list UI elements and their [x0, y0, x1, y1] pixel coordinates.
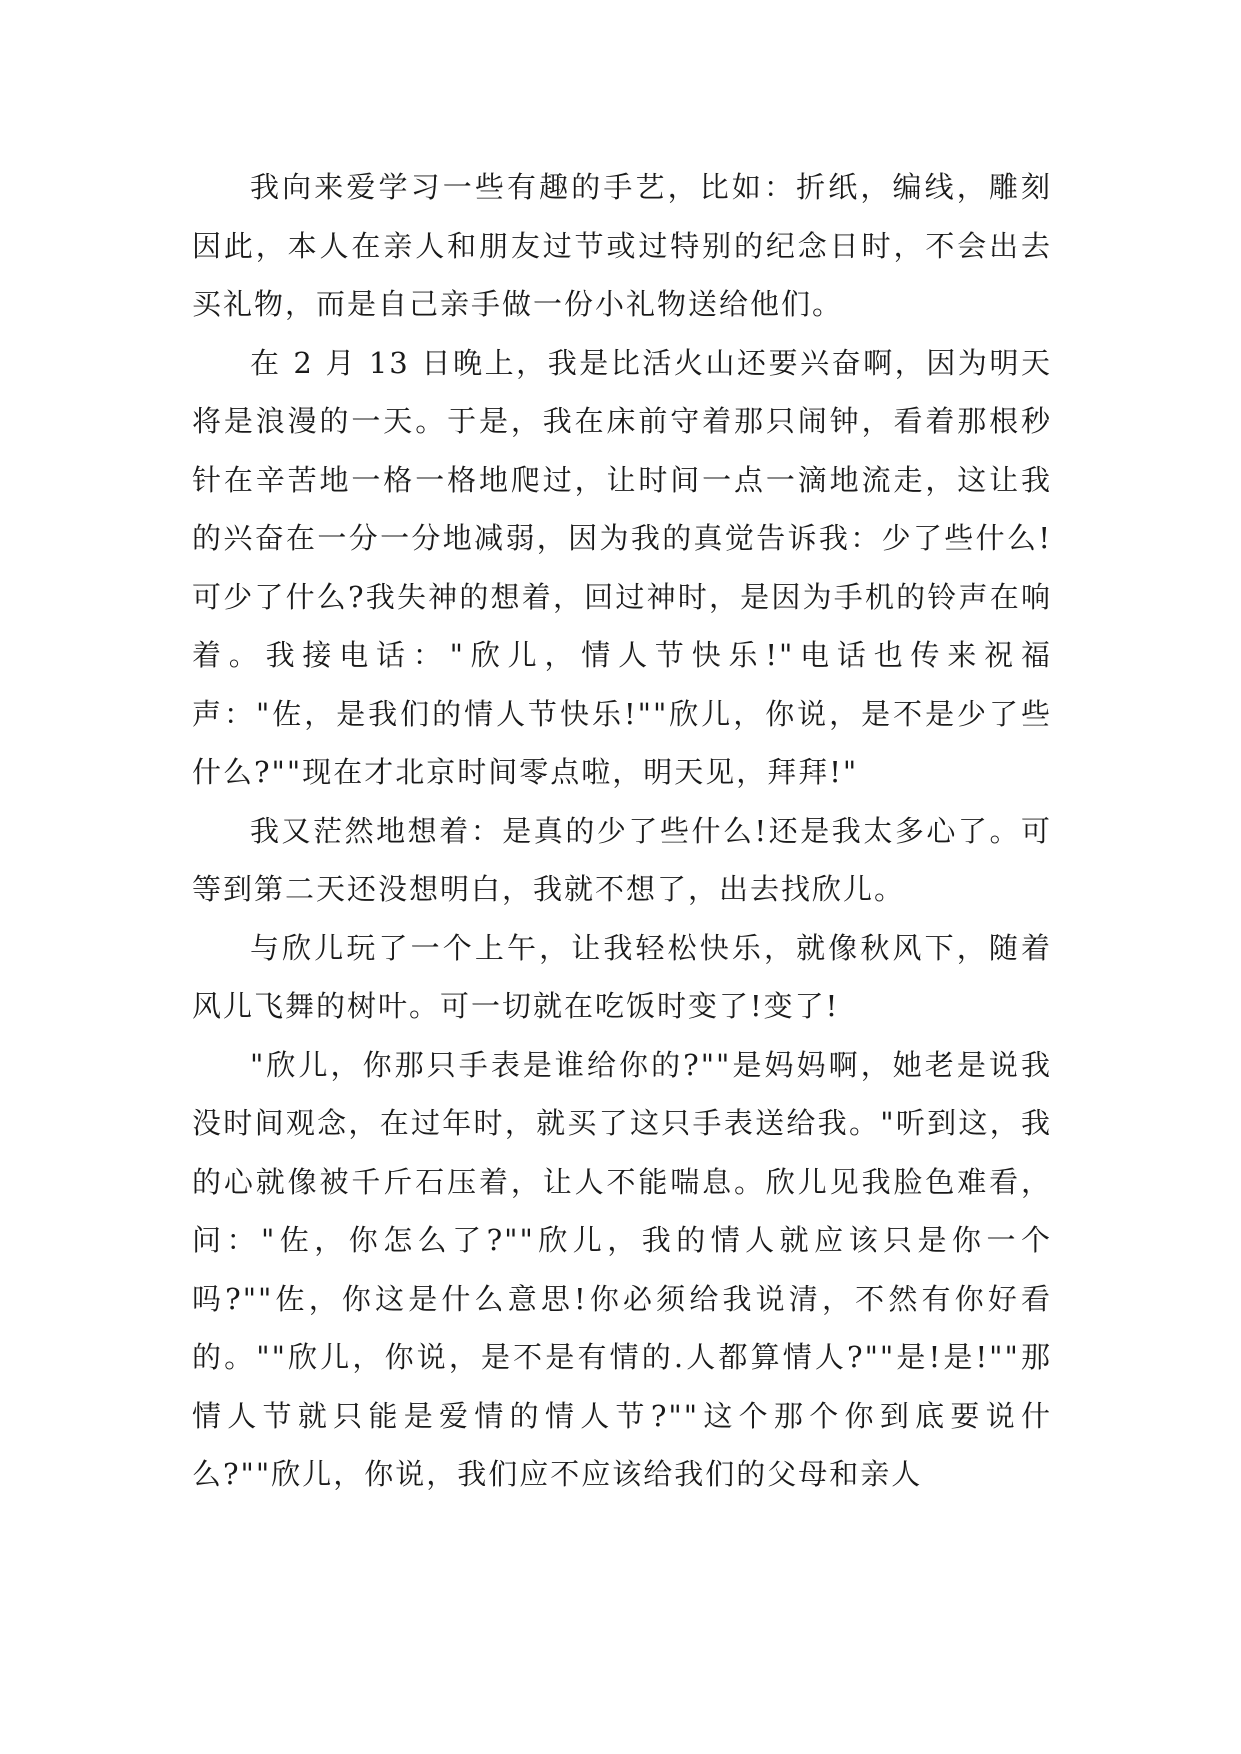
paragraph-3: 我又茫然地想着：是真的少了些什么!还是我太多心了。可等到第二天还没想明白，我就不想了，出去找欣儿。	[192, 813, 1052, 906]
paragraph-1: 我向来爱学习一些有趣的手艺，比如：折纸，编线，雕刻因此，本人在亲人和朋友过节或过特别的纪念日时，不会出去买礼物，而是自己亲手做一份小礼物送给他们。	[192, 170, 1052, 321]
document-body	[192, 158, 1052, 1504]
paragraph-4: 与欣儿玩了一个上午，让我轻松快乐，就像秋风下，随着风儿飞舞的树叶。可一切就在吃饭时变了!变了!	[192, 930, 1052, 1023]
paragraph-2: 在 2 月 13 日晚上，我是比活火山还要兴奋啊，因为明天将是浪漫的一天。于是，我在床前守着那只闹钟，看着那根秒针在辛苦地一格一格地爬过，让时间一点一滴地流走，这让我的兴奋在一分一分地减弱，因为我的真觉告诉我：少了些什么!可少了什么?我失神的想着，回过神时，是因为手机的铃声在响着。我接电话："欣儿，情人节快乐!"电话也传来祝福声："佐，是我们的情人节快乐!""欣儿，你说，是不是少了些什么?""现在才北京时间零点啦，明天见，拜拜!"	[192, 345, 1052, 789]
paragraph-5: "欣儿，你那只手表是谁给你的?""是妈妈啊，她老是说我没时间观念，在过年时，就买了这只手表送给我。"听到这，我的心就像被千斤石压着，让人不能喘息。欣儿见我脸色难看，问："佐，你怎么了?""欣儿，我的情人就应该只是你一个吗?""佐，你这是什么意思!你必须给我说清，不然有你好看的。""欣儿，你说，是不是有情的.人都算情人?""是!是!""那情人节就只能是爱情的情人节?""这个那个你到底要说什么?""欣儿，你说，我们应不应该给我们的父母和亲人	[192, 1047, 1052, 1491]
